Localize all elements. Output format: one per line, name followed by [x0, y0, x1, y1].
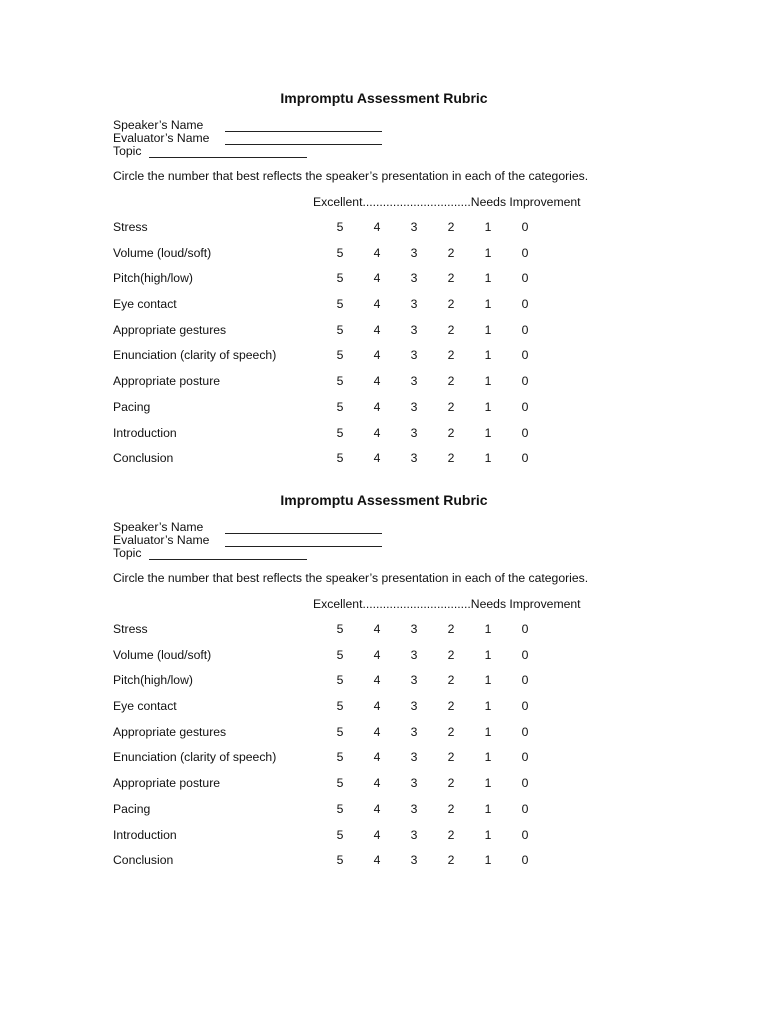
criterion-row — [113, 323, 563, 349]
score-option-2[interactable]: 2 — [447, 451, 455, 466]
score-option-4[interactable]: 4 — [373, 451, 381, 466]
score-option-0[interactable]: 0 — [521, 699, 529, 714]
score-option-3[interactable]: 3 — [410, 750, 418, 765]
score-option-0[interactable]: 0 — [521, 425, 529, 440]
score-option-3[interactable]: 3 — [410, 245, 418, 260]
score-option-0[interactable]: 0 — [521, 271, 529, 286]
criterion-row — [113, 725, 563, 751]
score-option-0[interactable]: 0 — [521, 348, 529, 363]
score-option-1[interactable]: 1 — [484, 827, 492, 842]
criterion-label: Appropriate gestures — [113, 322, 227, 337]
score-option-0[interactable]: 0 — [521, 374, 529, 389]
score-option-5[interactable]: 5 — [336, 724, 344, 739]
score-option-5[interactable]: 5 — [336, 853, 344, 868]
score-option-2[interactable]: 2 — [447, 297, 455, 312]
criterion-label: Appropriate posture — [113, 776, 221, 791]
score-option-0[interactable]: 0 — [521, 297, 529, 312]
score-option-5[interactable]: 5 — [336, 425, 344, 440]
score-option-1[interactable]: 1 — [484, 647, 492, 662]
score-option-0[interactable]: 0 — [521, 724, 529, 739]
score-option-5[interactable]: 5 — [336, 827, 344, 842]
score-option-0[interactable]: 0 — [521, 673, 529, 688]
score-option-3[interactable]: 3 — [410, 827, 418, 842]
score-option-3[interactable]: 3 — [410, 853, 418, 868]
criterion-label: Introduction — [113, 425, 177, 440]
score-option-0[interactable]: 0 — [521, 647, 529, 662]
criterion-label: Stress — [113, 622, 148, 636]
criterion-label: Eye contact — [113, 297, 177, 312]
score-option-3[interactable]: 3 — [410, 451, 418, 466]
score-option-1[interactable]: 1 — [484, 776, 492, 791]
score-option-1[interactable]: 1 — [484, 853, 492, 868]
score-option-2[interactable]: 2 — [447, 622, 455, 636]
score-option-4[interactable]: 4 — [373, 322, 381, 337]
score-option-1[interactable]: 1 — [484, 220, 492, 234]
rubric-section — [0, 0, 768, 466]
score-option-4[interactable]: 4 — [373, 853, 381, 868]
instruction-text: Circle the number that best reflects the speaker’s presentation in each of the categories. — [113, 571, 589, 585]
scale-header: Excellent................................Needs Improvement — [313, 195, 581, 209]
score-option-4[interactable]: 4 — [373, 699, 381, 714]
score-option-3[interactable]: 3 — [410, 297, 418, 312]
score-option-0[interactable]: 0 — [521, 220, 529, 234]
topic-row — [113, 547, 382, 560]
score-option-1[interactable]: 1 — [484, 271, 492, 286]
score-option-5[interactable]: 5 — [336, 673, 344, 688]
criterion-row — [113, 828, 563, 854]
criterion-row — [113, 246, 563, 272]
score-option-3[interactable]: 3 — [410, 673, 418, 688]
score-option-2[interactable]: 2 — [447, 220, 455, 234]
speaker-name-blank[interactable] — [225, 523, 382, 534]
criterion-label: Pacing — [113, 399, 151, 414]
score-option-4[interactable]: 4 — [373, 827, 381, 842]
score-option-4[interactable]: 4 — [373, 801, 381, 816]
criterion-label: Volume (loud/soft) — [113, 245, 212, 260]
score-option-3[interactable]: 3 — [410, 322, 418, 337]
score-option-5[interactable]: 5 — [336, 399, 344, 414]
score-option-4[interactable]: 4 — [373, 297, 381, 312]
criterion-label: Introduction — [113, 827, 177, 842]
topic-blank[interactable] — [149, 549, 307, 560]
score-option-5[interactable]: 5 — [336, 374, 344, 389]
score-option-2[interactable]: 2 — [447, 750, 455, 765]
score-option-5[interactable]: 5 — [336, 647, 344, 662]
score-option-4[interactable]: 4 — [373, 220, 381, 234]
score-option-4[interactable]: 4 — [373, 776, 381, 791]
score-option-4[interactable]: 4 — [373, 245, 381, 260]
criterion-label: Enunciation (clarity of speech) — [113, 750, 277, 765]
criterion-row — [113, 622, 563, 648]
score-option-2[interactable]: 2 — [447, 271, 455, 286]
criterion-label: Enunciation (clarity of speech) — [113, 348, 277, 363]
rubric-section — [0, 399, 768, 868]
score-option-1[interactable]: 1 — [484, 399, 492, 414]
score-option-0[interactable]: 0 — [521, 776, 529, 791]
score-option-0[interactable]: 0 — [521, 622, 529, 636]
score-option-0[interactable]: 0 — [521, 399, 529, 414]
score-option-2[interactable]: 2 — [447, 647, 455, 662]
instruction-text: Circle the number that best reflects the speaker’s presentation in each of the categories. — [113, 169, 589, 183]
criterion-row — [113, 802, 563, 828]
score-option-1[interactable]: 1 — [484, 451, 492, 466]
speaker-name-label: Speaker’s Name — [113, 118, 204, 132]
score-option-4[interactable]: 4 — [373, 673, 381, 688]
name-fields — [113, 521, 382, 560]
score-option-5[interactable]: 5 — [336, 271, 344, 286]
topic-label: Topic — [113, 546, 142, 560]
score-option-1[interactable]: 1 — [484, 245, 492, 260]
score-option-1[interactable]: 1 — [484, 699, 492, 714]
score-option-2[interactable]: 2 — [447, 801, 455, 816]
score-option-3[interactable]: 3 — [410, 801, 418, 816]
score-option-0[interactable]: 0 — [521, 853, 529, 868]
topic-row — [113, 145, 382, 158]
score-option-3[interactable]: 3 — [410, 271, 418, 286]
score-option-1[interactable]: 1 — [484, 724, 492, 739]
rubric-title: Impromptu Assessment Rubric — [280, 492, 488, 508]
criterion-row — [113, 673, 563, 699]
scale-header: Excellent................................Needs Improvement — [313, 597, 581, 611]
score-option-3[interactable]: 3 — [410, 647, 418, 662]
score-option-3[interactable]: 3 — [410, 220, 418, 234]
evaluator-name-blank[interactable] — [225, 536, 382, 547]
score-option-3[interactable]: 3 — [410, 724, 418, 739]
score-option-0[interactable]: 0 — [521, 827, 529, 842]
score-option-4[interactable]: 4 — [373, 622, 381, 636]
score-option-4[interactable]: 4 — [373, 348, 381, 363]
score-option-1[interactable]: 1 — [484, 297, 492, 312]
criterion-label: Pitch(high/low) — [113, 271, 193, 286]
criterion-label: Stress — [113, 220, 148, 234]
score-option-3[interactable]: 3 — [410, 348, 418, 363]
criterion-label: Eye contact — [113, 699, 177, 714]
score-option-2[interactable]: 2 — [447, 425, 455, 440]
score-option-3[interactable]: 3 — [410, 425, 418, 440]
criterion-row — [113, 648, 563, 674]
criterion-row — [113, 348, 563, 374]
score-option-4[interactable]: 4 — [373, 425, 381, 440]
score-option-4[interactable]: 4 — [373, 647, 381, 662]
score-option-1[interactable]: 1 — [484, 801, 492, 816]
score-option-2[interactable]: 2 — [447, 322, 455, 337]
score-option-2[interactable]: 2 — [447, 827, 455, 842]
speaker-name-label: Speaker’s Name — [113, 520, 204, 534]
score-option-0[interactable]: 0 — [521, 245, 529, 260]
score-option-2[interactable]: 2 — [447, 374, 455, 389]
evaluator-name-row — [113, 132, 382, 145]
score-option-4[interactable]: 4 — [373, 271, 381, 286]
topic-label: Topic — [113, 144, 142, 158]
criterion-row — [113, 271, 563, 297]
score-option-4[interactable]: 4 — [373, 374, 381, 389]
score-option-5[interactable]: 5 — [336, 699, 344, 714]
score-option-2[interactable]: 2 — [447, 245, 455, 260]
score-option-3[interactable]: 3 — [410, 622, 418, 636]
criterion-row — [113, 699, 563, 725]
score-option-0[interactable]: 0 — [521, 322, 529, 337]
score-option-5[interactable]: 5 — [336, 451, 344, 466]
score-option-5[interactable]: 5 — [336, 750, 344, 765]
score-option-1[interactable]: 1 — [484, 374, 492, 389]
criterion-row — [113, 750, 563, 776]
score-option-1[interactable]: 1 — [484, 322, 492, 337]
score-option-5[interactable]: 5 — [336, 220, 344, 234]
score-option-0[interactable]: 0 — [521, 750, 529, 765]
evaluator-name-row — [113, 534, 382, 547]
score-option-3[interactable]: 3 — [410, 399, 418, 414]
criterion-label: Appropriate posture — [113, 374, 221, 389]
criterion-label: Pacing — [113, 801, 151, 816]
criteria-table — [113, 622, 563, 879]
topic-blank[interactable] — [149, 147, 307, 158]
criterion-row — [113, 297, 563, 323]
criterion-label: Appropriate gestures — [113, 724, 227, 739]
criterion-row — [113, 220, 563, 246]
score-option-0[interactable]: 0 — [521, 801, 529, 816]
score-option-2[interactable]: 2 — [447, 724, 455, 739]
score-option-3[interactable]: 3 — [410, 699, 418, 714]
score-option-4[interactable]: 4 — [373, 724, 381, 739]
criterion-label: Conclusion — [113, 451, 174, 466]
criterion-label: Conclusion — [113, 853, 174, 868]
criterion-row — [113, 776, 563, 802]
rubric-title: Impromptu Assessment Rubric — [280, 90, 488, 106]
score-option-2[interactable]: 2 — [447, 853, 455, 868]
score-option-1[interactable]: 1 — [484, 750, 492, 765]
name-fields — [113, 119, 382, 158]
evaluator-name-label: Evaluator’s Name — [113, 131, 210, 145]
score-option-2[interactable]: 2 — [447, 399, 455, 414]
score-option-3[interactable]: 3 — [410, 374, 418, 389]
score-option-1[interactable]: 1 — [484, 622, 492, 636]
score-option-5[interactable]: 5 — [336, 801, 344, 816]
score-option-5[interactable]: 5 — [336, 622, 344, 636]
score-option-5[interactable]: 5 — [336, 245, 344, 260]
score-option-5[interactable]: 5 — [336, 297, 344, 312]
score-option-5[interactable]: 5 — [336, 776, 344, 791]
score-option-1[interactable]: 1 — [484, 673, 492, 688]
score-option-2[interactable]: 2 — [447, 776, 455, 791]
criterion-row — [113, 374, 563, 400]
score-option-5[interactable]: 5 — [336, 348, 344, 363]
criterion-row — [113, 853, 563, 879]
score-option-1[interactable]: 1 — [484, 425, 492, 440]
criterion-label: Volume (loud/soft) — [113, 647, 212, 662]
score-option-1[interactable]: 1 — [484, 348, 492, 363]
score-option-4[interactable]: 4 — [373, 750, 381, 765]
score-option-3[interactable]: 3 — [410, 776, 418, 791]
score-option-2[interactable]: 2 — [447, 348, 455, 363]
speaker-name-blank[interactable] — [225, 121, 382, 132]
score-option-2[interactable]: 2 — [447, 673, 455, 688]
score-option-0[interactable]: 0 — [521, 451, 529, 466]
score-option-2[interactable]: 2 — [447, 699, 455, 714]
score-option-4[interactable]: 4 — [373, 399, 381, 414]
evaluator-name-blank[interactable] — [225, 134, 382, 145]
score-option-5[interactable]: 5 — [336, 322, 344, 337]
criterion-label: Pitch(high/low) — [113, 673, 193, 688]
evaluator-name-label: Evaluator’s Name — [113, 533, 210, 547]
